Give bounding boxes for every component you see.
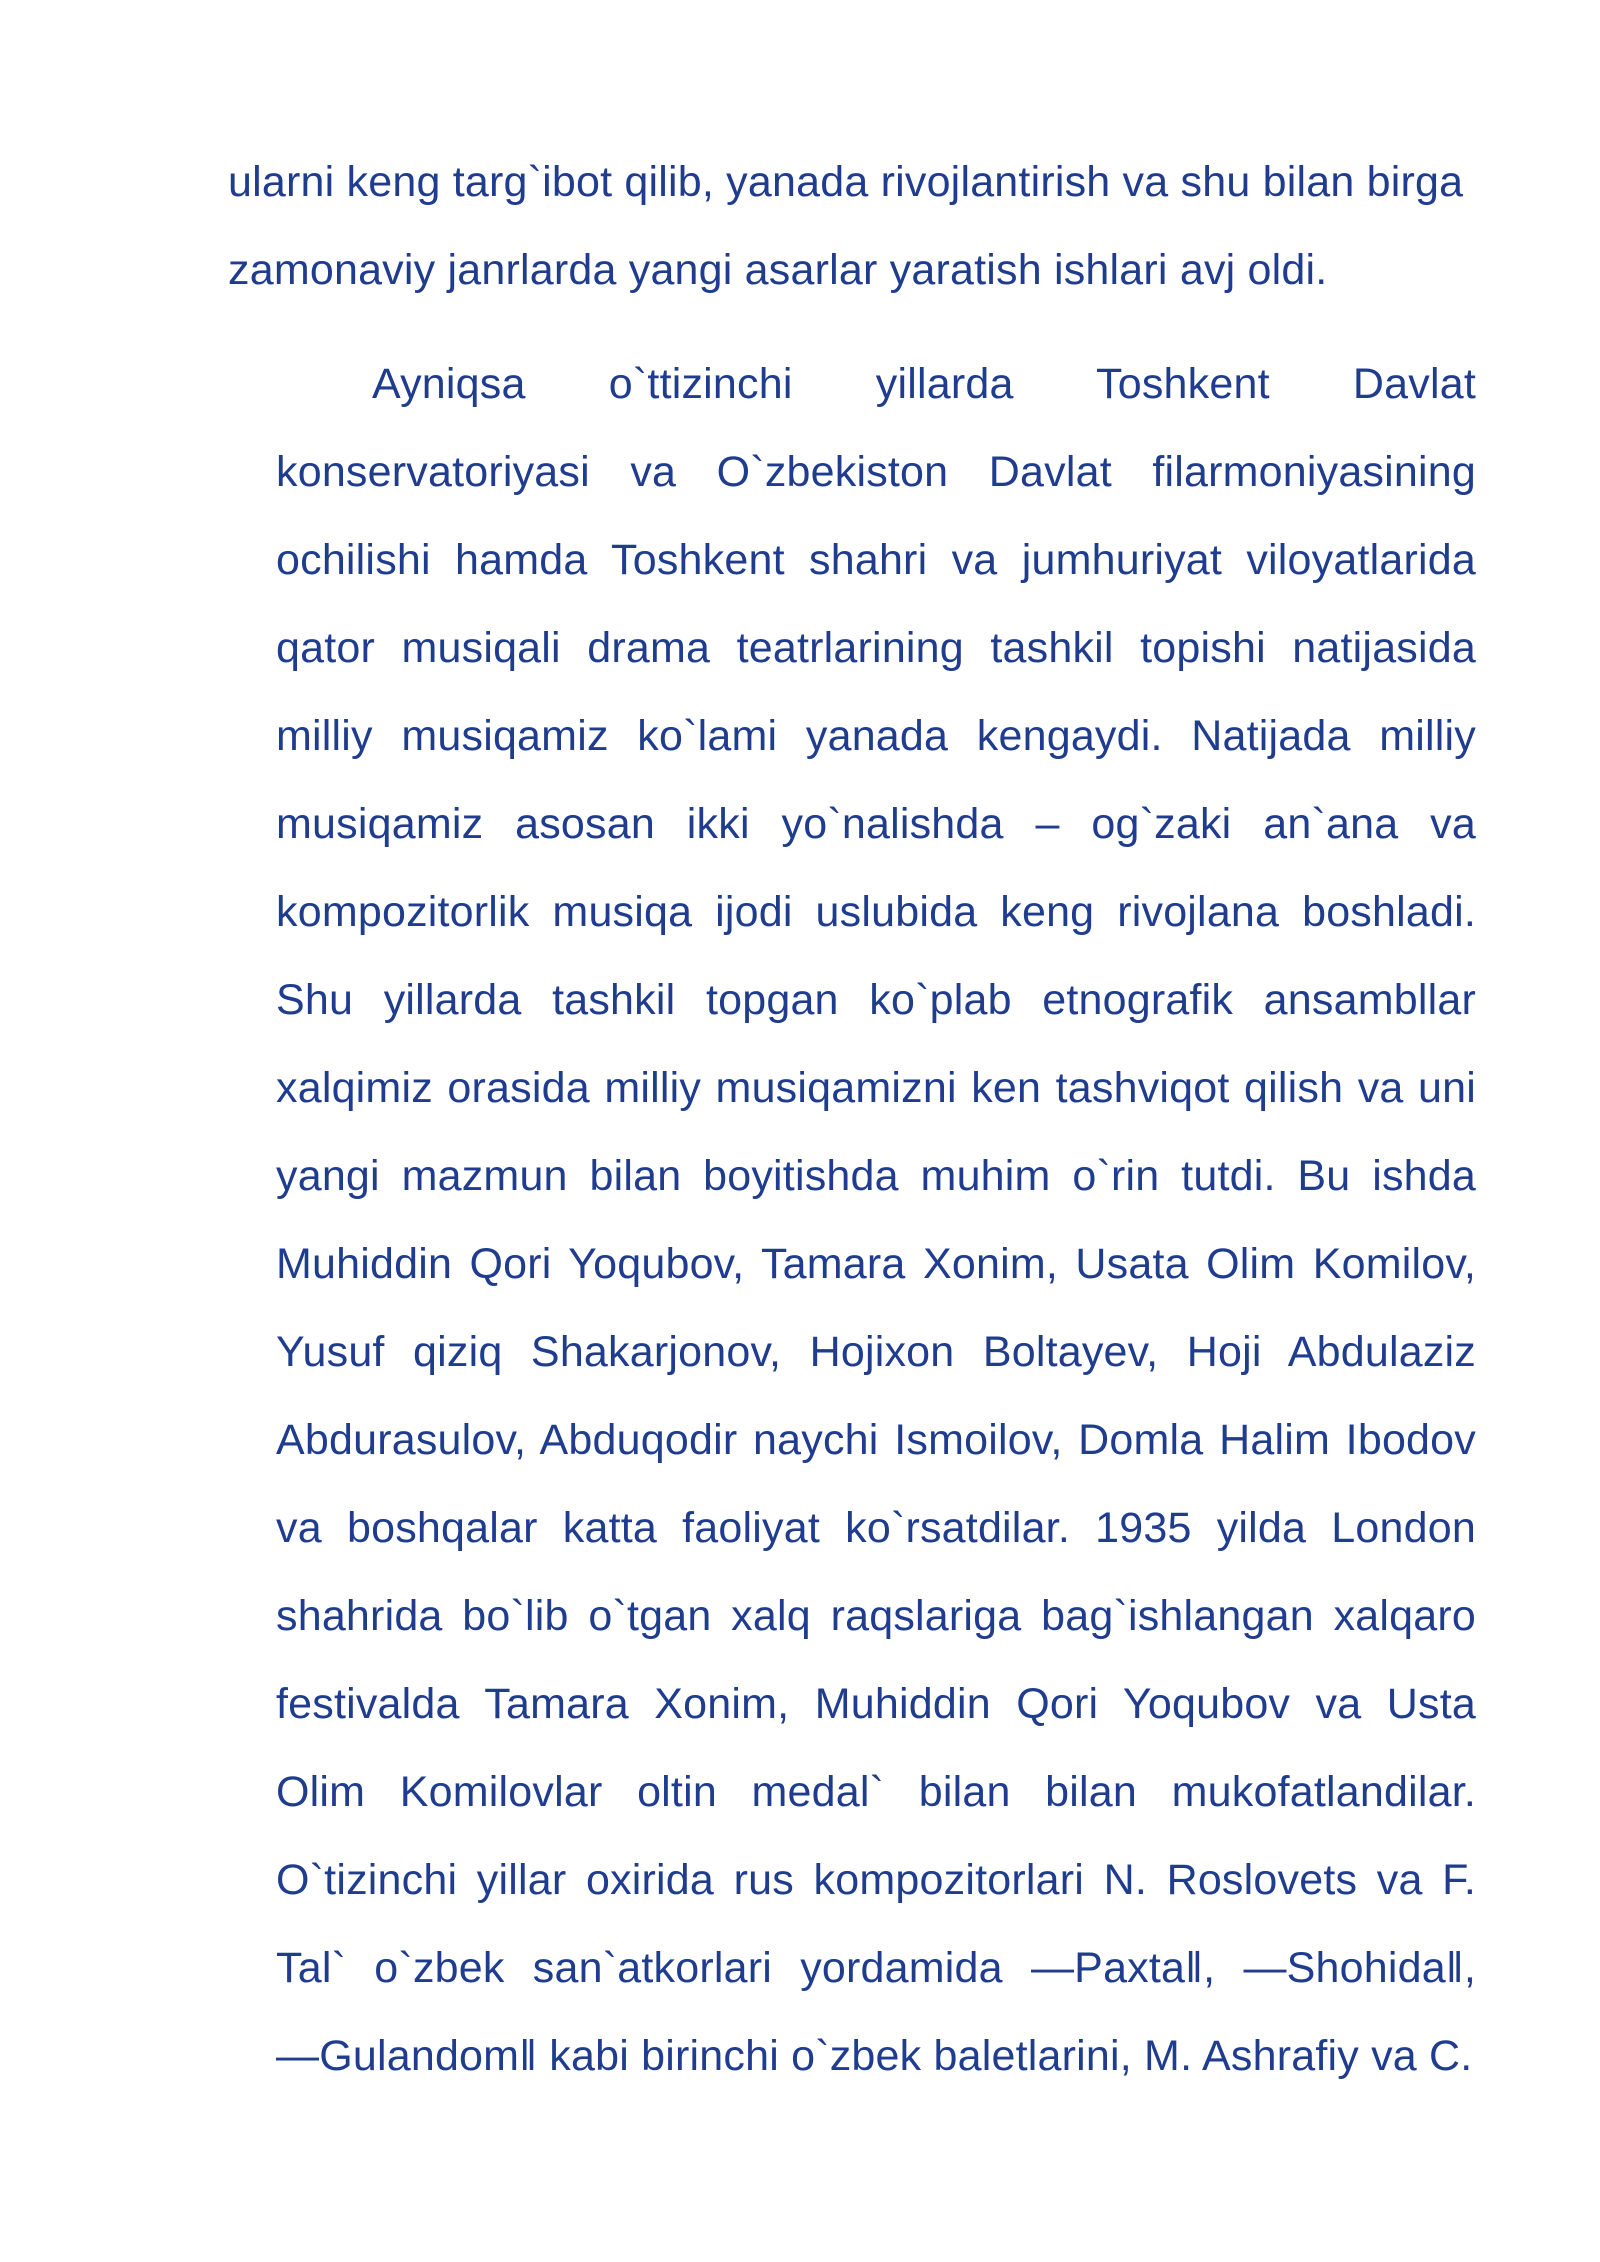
text-line: musiqamiz asosan ikki yo`nalishda – og`zaki an`ana va bbox=[276, 800, 1476, 848]
text-line: Tal` o`zbek san`atkorlari yordamida ―Paxta‖, ―Shohida‖, bbox=[276, 1944, 1476, 1992]
text-line: shahrida bo`lib o`tgan xalq raqslariga bag`ishlangan xalqaro bbox=[276, 1592, 1476, 1640]
text-line: konservatoriyasi va O`zbekiston Davlat filarmoniyasining bbox=[276, 448, 1476, 496]
text-line: ochilishi hamda Toshkent shahri va jumhuriyat viloyatlarida bbox=[276, 536, 1476, 584]
text-line: qator musiqali drama teatrlarining tashkil topishi natijasida bbox=[276, 624, 1476, 672]
text-line: milliy musiqamiz ko`lami yanada kengaydi. Natijada milliy bbox=[276, 712, 1476, 760]
text-line: zamonaviy janrlarda yangi asarlar yaratish ishlari avj oldi. bbox=[228, 246, 1328, 294]
text-line: festivalda Tamara Xonim, Muhiddin Qori Yoqubov va Usta bbox=[276, 1680, 1476, 1728]
text-line: kompozitorlik musiqa ijodi uslubida keng rivojlana boshladi. bbox=[276, 888, 1476, 936]
text-line: yangi mazmun bilan boyitishda muhim o`rin tutdi. Bu ishda bbox=[276, 1152, 1476, 1200]
text-line: Muhiddin Qori Yoqubov, Tamara Xonim, Usata Olim Komilov, bbox=[276, 1240, 1476, 1288]
text-line: ularni keng targ`ibot qilib, yanada rivojlantirish va shu bilan birga bbox=[228, 158, 1464, 206]
text-line: O`tizinchi yillar oxirida rus kompozitorlari N. Roslovets va F. bbox=[276, 1856, 1476, 1904]
text-line: Shu yillarda tashkil topgan ko`plab etnografik ansambllar bbox=[276, 976, 1476, 1024]
text-line: va boshqalar katta faoliyat ko`rsatdilar. 1935 yilda London bbox=[276, 1504, 1476, 1552]
text-line: Olim Komilovlar oltin medal` bilan bilan mukofatlandilar. bbox=[276, 1768, 1476, 1816]
text-line: xalqimiz orasida milliy musiqamizni ken tashviqot qilish va uni bbox=[276, 1064, 1476, 1112]
text-line: Abdurasulov, Abduqodir naychi Ismoilov, Domla Halim Ibodov bbox=[276, 1416, 1476, 1464]
text-line: ―Gulandom‖ kabi birinchi o`zbek baletlarini, M. Ashrafiy va C. bbox=[276, 2032, 1473, 2080]
text-line: Ayniqsa o`ttizinchi yillarda Toshkent Davlat bbox=[372, 360, 1476, 408]
text-line: Yusuf qiziq Shakarjonov, Hojixon Boltayev, Hoji Abdulaziz bbox=[276, 1328, 1476, 1376]
